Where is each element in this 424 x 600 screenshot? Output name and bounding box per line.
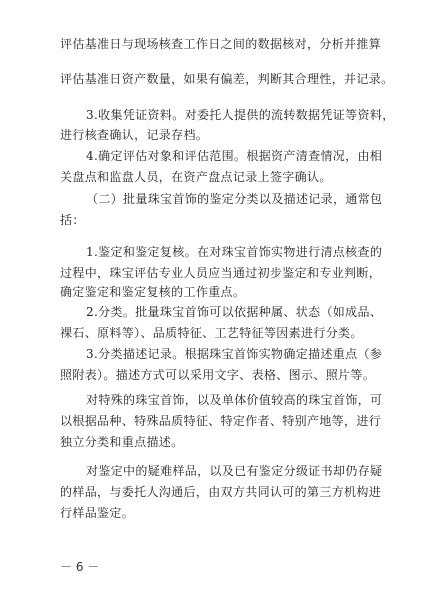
body-text-line: 以根据品种、特殊品质特征、特定作者、特别产地等，进行 <box>60 414 382 428</box>
body-text-line: 过程中，珠宝评估专业人员应当通过初步鉴定和专业判断， <box>60 266 382 280</box>
body-text-line: 评估基准日与现场核查工作日之间的数据核对，分析并推算 <box>60 37 382 51</box>
section-heading: （二）批量珠宝首饰的鉴定分类以及描述记录，通常包 <box>86 192 383 206</box>
body-text-line: 独立分类和重点描述。 <box>60 435 184 449</box>
body-text-line: 对鉴定中的疑难样品，以及已有鉴定分级证书却仍存疑 <box>86 464 383 478</box>
body-text-line: 裸石、原料等）、品质特征、工艺特征等因素进行分类。 <box>60 326 363 340</box>
body-text-line: 4.确定评估对象和评估范围。根据资产清查情况，由相 <box>86 149 383 163</box>
page-number: － 6 － <box>60 560 100 574</box>
body-text-line: 确定鉴定和鉴定复核的工作重点。 <box>60 285 246 299</box>
body-text-line: 3.分类描述记录。根据珠宝首饰实物确定描述重点（参 <box>86 347 383 361</box>
body-text-line: 3.收集凭证资料。对委托人提供的流转数据凭证等资料， <box>86 108 395 122</box>
body-text-line: 照附表）。描述方式可以采用文字、表格、图示、照片等。 <box>60 368 376 382</box>
body-text-line: 评估基准日资产数量，如果有偏差，判断其合理性，并记录。 <box>60 72 394 86</box>
body-text-line: 关盘点和监盘人员，在资产盘点记录上签字确认。 <box>60 170 332 184</box>
body-text-line: 括： <box>60 213 85 227</box>
body-text-line: 对特殊的珠宝首饰，以及单体价值较高的珠宝首饰，可 <box>86 393 383 407</box>
body-text-line: 2.分类。批量珠宝首饰可以依据种属、状态（如成品、 <box>86 305 383 319</box>
body-text-line: 1.鉴定和鉴定复核。在对珠宝首饰实物进行清点核查的 <box>86 245 383 259</box>
body-text-line: 行样品鉴定。 <box>60 506 135 520</box>
body-text-line: 的样品，与委托人沟通后，由双方共同认可的第三方机构进 <box>60 485 382 499</box>
body-text-line: 进行核查确认，记录存档。 <box>60 128 209 142</box>
